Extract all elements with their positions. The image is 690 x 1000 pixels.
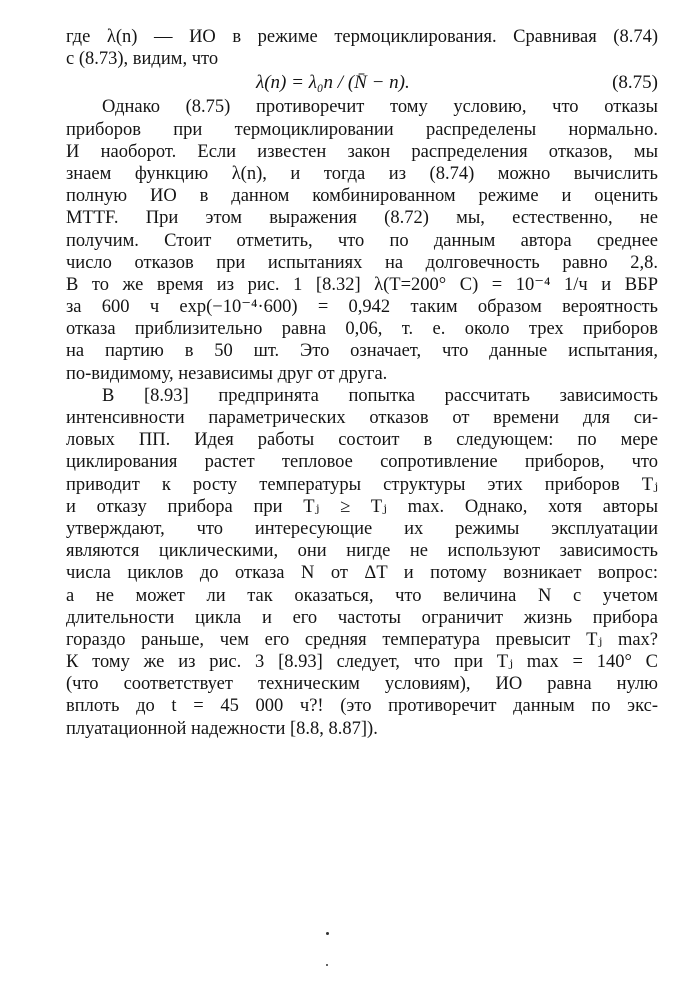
scan-speck <box>326 932 329 935</box>
scan-speck <box>326 964 328 966</box>
text-line: И наоборот. Если известен закон распределения отказов, мы <box>66 141 658 162</box>
text-line: интенсивности параметрических отказов от времени для си- <box>66 408 658 428</box>
text-line: приборов при термоциклировании распределены нормально. <box>66 119 658 140</box>
text-line: являются циклическими, они нигде не используют зависимость <box>66 541 658 562</box>
text-line: с (8.73), видим, что <box>66 49 219 70</box>
text-line: (что соответствует техническим условиям), ИО равна нулю <box>66 674 658 695</box>
text-line: циклирования растет тепловое сопротивление приборов, что <box>66 452 658 473</box>
text-line: полную ИО в данном комбинированном режиме и оценить <box>66 186 658 207</box>
text-line: длительности цикла и его частоты ограничит жизнь прибора <box>66 607 658 628</box>
text-line: утверждают, что интересующие их режимы эксплуатации <box>66 518 658 539</box>
equation-number: (8.75) <box>612 72 658 94</box>
text-line: В [8.93] предпринята попытка рассчитать зависимость <box>102 385 658 406</box>
text-line: а не может ли так оказаться, что величина N с учетом <box>66 585 658 606</box>
text-line: ловых ПП. Идея работы состоит в следующем: по мере <box>66 430 658 451</box>
text-line: по-видимому, независимы друг от друга. <box>66 363 388 384</box>
paragraph-2 <box>66 385 658 740</box>
text-line: число отказов при испытаниях на долговечность равно 2,8. <box>66 252 658 273</box>
text-line: гораздо раньше, чем его средняя температура превысит Tⱼ max? <box>66 629 658 650</box>
text-line: на партию в 50 шт. Это означает, что данные испытания, <box>66 341 658 362</box>
text-line: MTTF. При этом выражения (8.72) мы, естественно, не <box>66 208 658 229</box>
text-line: и отказу прибора при Tⱼ ≥ Tⱼ max. Однако, хотя авторы <box>66 496 658 517</box>
text-line: В то же время из рис. 1 [8.32] λ(T=200° C) = 10⁻⁴ 1/ч и ВБР <box>66 274 658 295</box>
paragraph-1 <box>66 96 658 384</box>
text-line: отказа приблизительно равна 0,06, т. е. около трех приборов <box>66 319 658 340</box>
equation-8-75 <box>66 70 658 96</box>
text-line: знаем функцию λ(n), и тогда из (8.74) можно вычислить <box>66 163 658 184</box>
equation-formula: λ(n) = λ₀n / (N̄ − n). <box>256 72 410 94</box>
text-line: числа циклов до отказа N от ΔT и потому возникает вопрос: <box>66 563 658 584</box>
text-line: К тому же из рис. 3 [8.93] следует, что при Tⱼ max = 140° C <box>66 652 658 673</box>
text-line: вплоть до t = 45 000 ч?! (это противоречит данным по экс- <box>66 696 658 717</box>
text-line: приводит к росту температуры структуры этих приборов Tⱼ <box>66 474 658 495</box>
text-line: Однако (8.75) противоречит тому условию, что отказы <box>102 97 658 118</box>
document-page <box>66 26 658 740</box>
text-line: получим. Стоит отметить, что по данным автора среднее <box>66 230 658 251</box>
text-line: плуатационной надежности [8.8, 8.87]). <box>66 718 378 739</box>
text-line: за 600 ч exp(−10⁻⁴·600) = 0,942 таким образом вероятность <box>66 297 658 318</box>
text-line: где λ(n) — ИО в режиме термоциклирования. Сравнивая (8.74) <box>66 27 658 47</box>
